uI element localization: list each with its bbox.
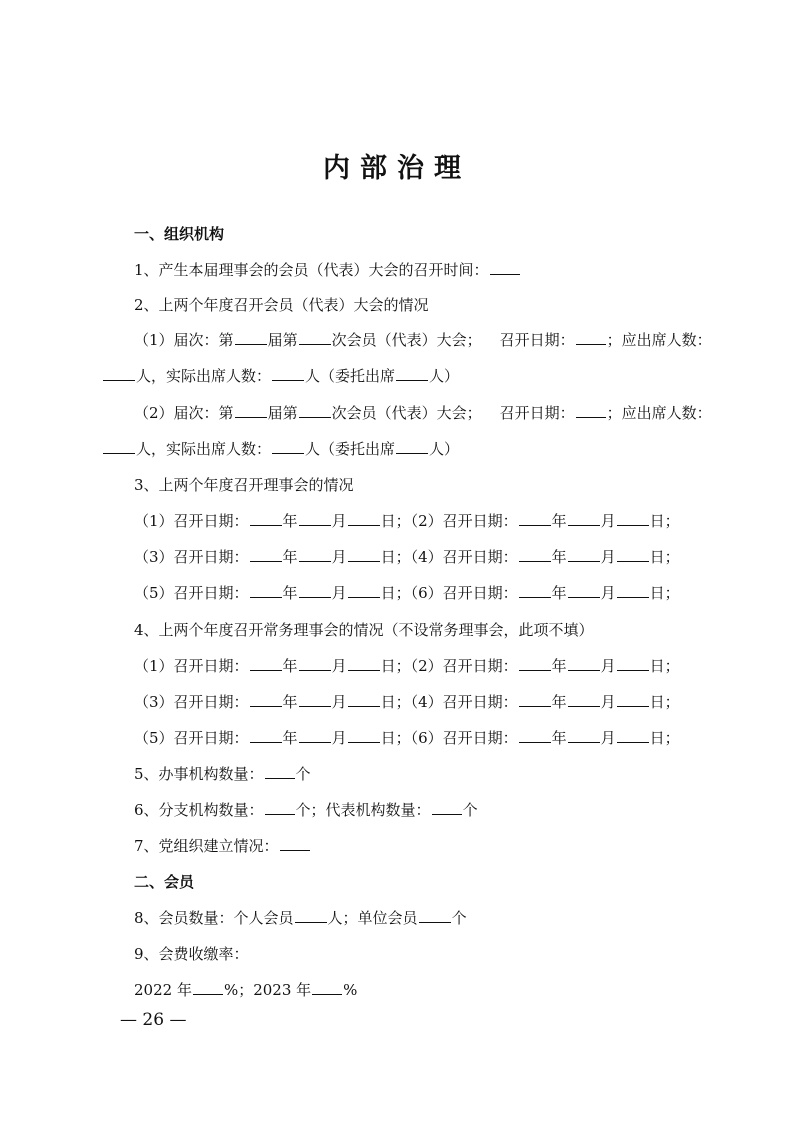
unit-year: 年 (551, 512, 567, 530)
unit-month: 月 (331, 657, 347, 675)
blank-field[interactable] (103, 366, 135, 381)
office-count-label: 5、办事机构数量： (134, 765, 264, 783)
blank-field[interactable] (235, 330, 267, 345)
unit-year: 年 (282, 512, 298, 530)
blank-month[interactable] (299, 728, 331, 743)
unit-label: 个 (295, 765, 311, 783)
session-label: 届次：第 (173, 331, 234, 349)
blank-year[interactable] (250, 728, 282, 743)
meeting-date-label: （5）召开日期： (134, 584, 249, 602)
unit-day: 日； (649, 512, 680, 530)
blank-day[interactable] (348, 547, 380, 562)
unit-day: 日； (649, 548, 680, 566)
unit-day: 日； (649, 729, 680, 747)
unit-month: 月 (600, 512, 616, 530)
unit-year: 年 (282, 584, 298, 602)
item-5 (134, 764, 311, 784)
item-1-label: 1、产生本届理事会的会员（代表）大会的召开时间： (134, 261, 489, 279)
blank-day[interactable] (348, 583, 380, 598)
unit-year: 年 (551, 729, 567, 747)
unit-day: 日； (380, 657, 411, 675)
unit-day: 日； (380, 729, 411, 747)
unit-year: 年 (282, 657, 298, 675)
blank-month[interactable] (299, 583, 331, 598)
standing-council-meeting-row (134, 656, 680, 676)
blank-field[interactable] (265, 800, 295, 815)
meeting-date-label: （3）召开日期： (134, 548, 249, 566)
unit-month: 月 (600, 657, 616, 675)
unit-month: 月 (331, 512, 347, 530)
blank-field[interactable] (103, 439, 135, 454)
proxy-unit: 人） (429, 440, 460, 458)
section-heading-org: 一、组织机构 (134, 225, 225, 243)
meeting-date-label: （5）召开日期： (134, 729, 249, 747)
blank-month[interactable] (299, 547, 331, 562)
meeting-date-label: （3）召开日期： (134, 693, 249, 711)
blank-field[interactable] (265, 764, 295, 779)
meeting-date-label: （1）召开日期： (134, 512, 249, 530)
council-meeting-row (134, 547, 680, 567)
blank-field[interactable] (432, 800, 462, 815)
unit-month: 月 (331, 729, 347, 747)
blank-field[interactable] (299, 330, 331, 345)
session-label: 届次：第 (173, 404, 234, 422)
blank-month[interactable] (299, 511, 331, 526)
blank-field[interactable] (272, 439, 304, 454)
meeting-label: 次会员（代表）大会； (331, 331, 482, 349)
blank-field[interactable] (299, 403, 331, 418)
blank-day[interactable] (617, 583, 649, 598)
blank-month[interactable] (299, 692, 331, 707)
actual-attendance-label: 人，实际出席人数： (136, 440, 272, 458)
unit-month: 月 (331, 693, 347, 711)
blank-year[interactable] (250, 583, 282, 598)
item-9-label: 9、会费收缴率： (134, 945, 249, 963)
item-2-label: 2、上两个年度召开会员（代表）大会的情况 (134, 296, 429, 314)
unit-month: 月 (331, 584, 347, 602)
unit-year: 年 (551, 693, 567, 711)
date-label: 召开日期： (499, 404, 575, 422)
blank-field[interactable] (235, 403, 267, 418)
blank-month[interactable] (568, 547, 600, 562)
blank-field[interactable] (396, 439, 428, 454)
unit-month: 月 (600, 584, 616, 602)
blank-year[interactable] (519, 583, 551, 598)
unit-label: 个 (462, 801, 478, 819)
blank-field[interactable] (419, 908, 451, 923)
unit-day: 日； (649, 693, 680, 711)
unit-year: 年 (282, 729, 298, 747)
proxy-label: 人（委托出席 (305, 440, 396, 458)
blank-year[interactable] (519, 728, 551, 743)
unit-year: 年 (551, 584, 567, 602)
unit-year: 年 (282, 548, 298, 566)
blank-month[interactable] (568, 728, 600, 743)
blank-month[interactable] (568, 583, 600, 598)
unit-day: 日； (380, 584, 411, 602)
blank-year[interactable] (250, 511, 282, 526)
blank-day[interactable] (617, 511, 649, 526)
unit-month: 月 (600, 729, 616, 747)
item-8 (134, 908, 467, 928)
blank-day[interactable] (617, 656, 649, 671)
council-meeting-row (134, 511, 680, 531)
rep-count-label: 个；代表机构数量： (295, 801, 431, 819)
blank-year[interactable] (250, 547, 282, 562)
item-6 (134, 800, 478, 820)
blank-field[interactable] (312, 980, 342, 995)
branch-count-label: 6、分支机构数量： (134, 801, 264, 819)
meeting-date-label: （4）召开日期： (410, 548, 518, 566)
term-label: 届第 (267, 404, 298, 422)
meeting-date-label: （6）召开日期： (410, 729, 518, 747)
year-2023-label: %；2023 年 (223, 981, 312, 999)
unit-month: 月 (600, 548, 616, 566)
unit-year: 年 (282, 693, 298, 711)
meeting-date-label: （6）召开日期： (410, 584, 518, 602)
blank-month[interactable] (568, 511, 600, 526)
item-1 (134, 260, 521, 280)
unit-day: 日； (380, 548, 411, 566)
assembly-entry-1 (134, 330, 712, 350)
meeting-date-label: （4）召开日期： (410, 693, 518, 711)
term-label: 届第 (267, 331, 298, 349)
blank-day[interactable] (348, 656, 380, 671)
item-7 (134, 836, 311, 856)
blank-year[interactable] (519, 656, 551, 671)
blank-day[interactable] (617, 692, 649, 707)
blank-year[interactable] (250, 692, 282, 707)
unit-month: 月 (600, 693, 616, 711)
blank-month[interactable] (568, 692, 600, 707)
blank-day[interactable] (348, 692, 380, 707)
blank-field[interactable] (193, 980, 223, 995)
individual-members-label: 8、会员数量：个人会员 (134, 909, 294, 927)
blank-day[interactable] (348, 728, 380, 743)
blank-month[interactable] (299, 656, 331, 671)
fee-rates-row (134, 980, 357, 1000)
actual-attendance-label: 人，实际出席人数： (136, 367, 272, 385)
blank-field[interactable] (576, 403, 606, 418)
item-4-label: 4、上两个年度召开常务理事会的情况（不设常务理事会，此项不填） (134, 621, 594, 639)
blank-field[interactable] (490, 260, 520, 275)
unit-day: 日； (649, 657, 680, 675)
blank-day[interactable] (617, 728, 649, 743)
meeting-date-label: （2）召开日期： (410, 512, 518, 530)
meeting-date-label: （1）召开日期： (134, 657, 249, 675)
page-number: — 26 — (120, 1010, 187, 1030)
expected-attendance-label: ；应出席人数： (606, 404, 712, 422)
unit-label: 个 (451, 909, 467, 927)
section-heading-members: 二、会员 (134, 873, 195, 891)
blank-field[interactable] (280, 836, 310, 851)
proxy-label: 人（委托出席 (305, 367, 396, 385)
blank-year[interactable] (519, 692, 551, 707)
percent-sign: % (343, 981, 358, 999)
meeting-date-label: （2）召开日期： (410, 657, 518, 675)
blank-field[interactable] (576, 330, 606, 345)
entry-number: （1） (134, 331, 174, 349)
unit-day: 日； (649, 584, 680, 602)
party-org-label: 7、党组织建立情况： (134, 837, 279, 855)
blank-year[interactable] (519, 511, 551, 526)
blank-year[interactable] (519, 547, 551, 562)
proxy-unit: 人） (429, 367, 460, 385)
council-meeting-row (134, 583, 680, 603)
year-2022-label: 2022 年 (134, 981, 192, 999)
blank-field[interactable] (396, 366, 428, 381)
blank-field[interactable] (272, 366, 304, 381)
assembly-entry-1-cont (102, 366, 459, 386)
unit-year: 年 (551, 657, 567, 675)
page-title: 内部治理 (323, 153, 471, 184)
blank-day[interactable] (348, 511, 380, 526)
unit-year: 年 (551, 548, 567, 566)
standing-council-meeting-row (134, 728, 680, 748)
blank-field[interactable] (295, 908, 327, 923)
entry-number: （2） (134, 404, 174, 422)
unit-month: 月 (331, 548, 347, 566)
meeting-label: 次会员（代表）大会； (331, 404, 482, 422)
blank-month[interactable] (568, 656, 600, 671)
blank-year[interactable] (250, 656, 282, 671)
unit-day: 日； (380, 693, 411, 711)
unit-members-label: 人；单位会员 (327, 909, 418, 927)
assembly-entry-2-cont (102, 439, 459, 459)
assembly-entry-2 (134, 403, 712, 423)
date-label: 召开日期： (499, 331, 575, 349)
item-3-label: 3、上两个年度召开理事会的情况 (134, 476, 354, 494)
blank-day[interactable] (617, 547, 649, 562)
unit-day: 日； (380, 512, 411, 530)
standing-council-meeting-row (134, 692, 680, 712)
expected-attendance-label: ；应出席人数： (606, 331, 712, 349)
